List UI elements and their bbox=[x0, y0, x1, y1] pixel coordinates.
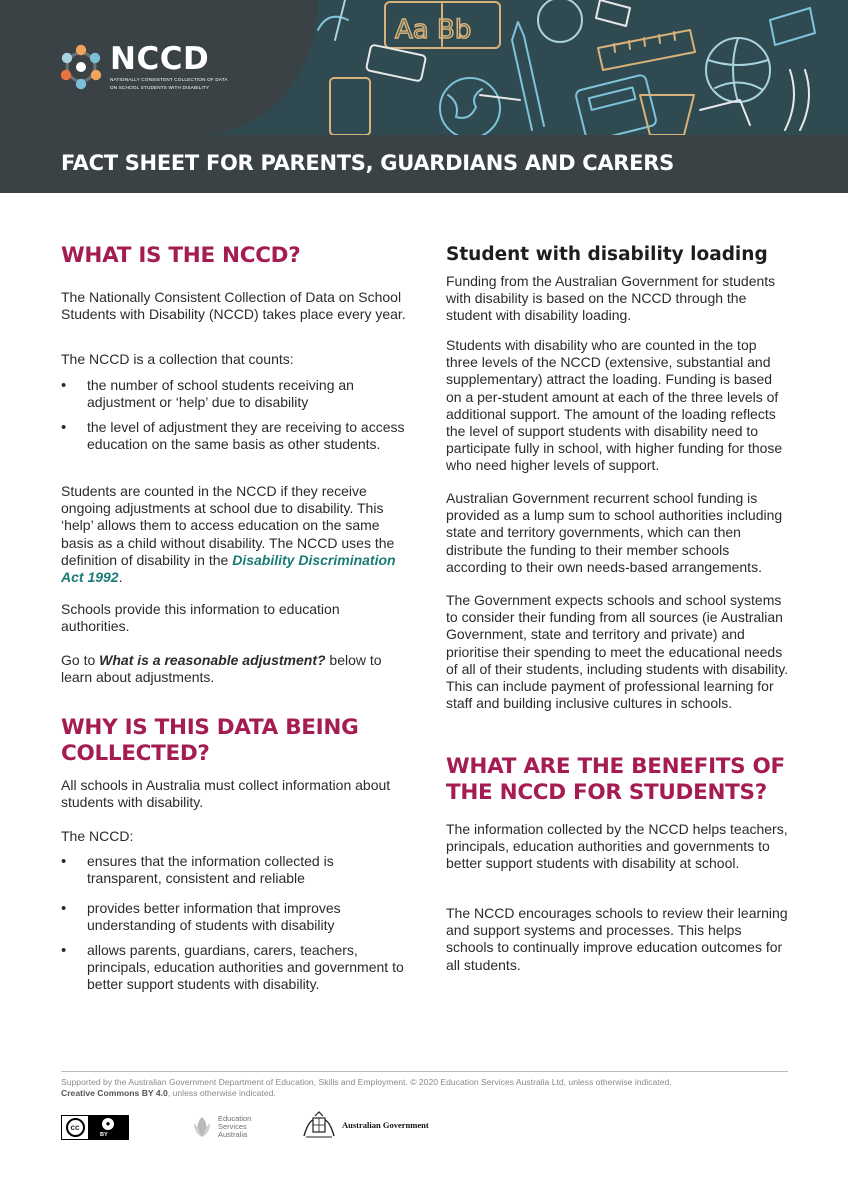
esa-logo bbox=[190, 1115, 251, 1139]
para-go-to bbox=[61, 652, 406, 686]
footer-license-rest: , unless otherwise indicated. bbox=[167, 1088, 276, 1098]
art-letters: Aa Bb bbox=[395, 15, 472, 45]
para-information-collected: The information collected by the NCCD helps teachers, principals, education authorities and governments to better support students with disability at school. bbox=[446, 821, 788, 872]
heading-what-is-nccd: WHAT IS THE NCCD? bbox=[61, 243, 301, 268]
heading-why-collected bbox=[61, 715, 358, 767]
bullet-number-of-students: • the number of school students receiving an adjustment or ‘help’ due to disability bbox=[61, 377, 406, 411]
australian-government-label: Australian Government bbox=[342, 1120, 429, 1130]
coat-of-arms-icon bbox=[300, 1110, 338, 1140]
logo-wordmark: NCCD bbox=[110, 41, 210, 78]
heading-why-collected-line1: WHY IS THIS DATA BEING bbox=[61, 715, 359, 740]
cc-icon: cc bbox=[66, 1118, 85, 1137]
logo-subtitle-line2: ON SCHOOL STUDENTS WITH DISABILITY bbox=[110, 84, 210, 90]
para-government-expects: The Government expects schools and school systems to consider their funding from all sources (ie Australian Government, state and territory and private) and prioritise their spending to meet the educational needs of all of their students, including students with disability. This can include payment of professional learning for staff and building inclusive cultures in schools. bbox=[446, 592, 789, 712]
creative-commons-badge[interactable] bbox=[61, 1115, 129, 1140]
para-schools-provide: Schools provide this information to education authorities. bbox=[61, 601, 340, 635]
footer-divider bbox=[61, 1071, 788, 1072]
footer-license-line bbox=[61, 1088, 788, 1099]
esa-line1: Education bbox=[218, 1114, 252, 1123]
nccd-logo-mark-icon bbox=[58, 44, 104, 90]
para-nccd-intro: The Nationally Consistent Collection of Data on School Students with Disability (NCCD) takes place every year. bbox=[61, 289, 406, 323]
heading-disability-loading: Student with disability loading bbox=[446, 244, 768, 265]
para-students-counted bbox=[61, 483, 406, 586]
header-banner bbox=[0, 0, 848, 135]
para-students-counted-end: . bbox=[118, 569, 123, 586]
para-go-to-text: Go to bbox=[61, 652, 100, 668]
para-funding-based: Funding from the Australian Government for students with disability is based on the NCCD through the student with disability loading. bbox=[446, 273, 776, 324]
footer-license-link[interactable]: Creative Commons BY 4.0 bbox=[61, 1088, 168, 1098]
footer-supported-by: Supported by the Australian Government Department of Education, Skills and Employment. © 2020 Education Services Australia Ltd, unless otherwise indicated. bbox=[61, 1077, 672, 1087]
logo-subtitle-line1: NATIONALLY CONSISTENT COLLECTION OF DATA bbox=[110, 77, 228, 83]
para-collection-counts: The NCCD is a collection that counts: bbox=[61, 351, 294, 367]
nccd-logo bbox=[58, 41, 228, 90]
para-recurrent-funding: Australian Government recurrent school funding is provided as a lump sum to school authorities including state and territory governments, which can then distribute the funding to their member schools according to their own needs-based arrangements. bbox=[446, 490, 783, 575]
cc-by-label: BY bbox=[100, 1132, 108, 1138]
bullet-level-of-adjustment: • the level of adjustment they are receiving to access education on the same basis as other students. bbox=[61, 419, 406, 453]
para-students-counted-text: Students are counted in the NCCD if they receive ongoing adjustments at school due to disability. This ‘help’ allows them to access education on the same basis as a child without disability. The NCCD uses the definition of disability in the bbox=[61, 483, 395, 568]
page-title: FACT SHEET FOR PARENTS, GUARDIANS AND CARERS bbox=[61, 151, 674, 175]
australian-government-logo bbox=[300, 1110, 429, 1140]
bullet-better-information: • provides better information that improves understanding of students with disability bbox=[61, 900, 406, 934]
heading-benefits bbox=[446, 754, 785, 806]
reference-reasonable-adjustment: What is a reasonable adjustment? bbox=[99, 652, 326, 668]
para-top-three-levels: Students with disability who are counted in the top three levels of the NCCD (extensive, substantial and supplementary) attract the loading. Funding is based on a per-student amount at each of the three levels of additional support. The amount of the loading reflects the level of support students with disability need to participate fully in school, with higher funding for those who need higher levels of support. bbox=[446, 337, 783, 474]
esa-line3: Australia bbox=[218, 1130, 248, 1139]
esa-line2: Services bbox=[218, 1122, 247, 1131]
heading-benefits-line1: WHAT ARE THE BENEFITS OF bbox=[446, 754, 785, 779]
para-go-to-end: below to learn about adjustments. bbox=[61, 652, 382, 686]
para-encourages-schools: The NCCD encourages schools to review their learning and support systems and processes. This helps schools to continually improve education outcomes for all students. bbox=[446, 905, 788, 973]
footer-credits bbox=[61, 1077, 788, 1099]
attribution-person-icon: ● bbox=[102, 1118, 114, 1130]
link-disability-discrimination-act[interactable]: Disability Discrimination Act 1992 bbox=[61, 551, 396, 586]
esa-leaf-icon bbox=[190, 1115, 214, 1139]
para-the-nccd: The NCCD: bbox=[61, 828, 134, 844]
heading-why-collected-line2: COLLECTED? bbox=[61, 741, 210, 766]
heading-benefits-line2: THE NCCD FOR STUDENTS? bbox=[446, 780, 767, 805]
para-all-schools: All schools in Australia must collect information about students with disability. bbox=[61, 777, 391, 811]
bullet-allows-support: • allows parents, guardians, carers, teachers, principals, education authorities and government to better support students with disability. bbox=[61, 942, 406, 994]
bullet-transparent: • ensures that the information collected is transparent, consistent and reliable bbox=[61, 853, 406, 887]
